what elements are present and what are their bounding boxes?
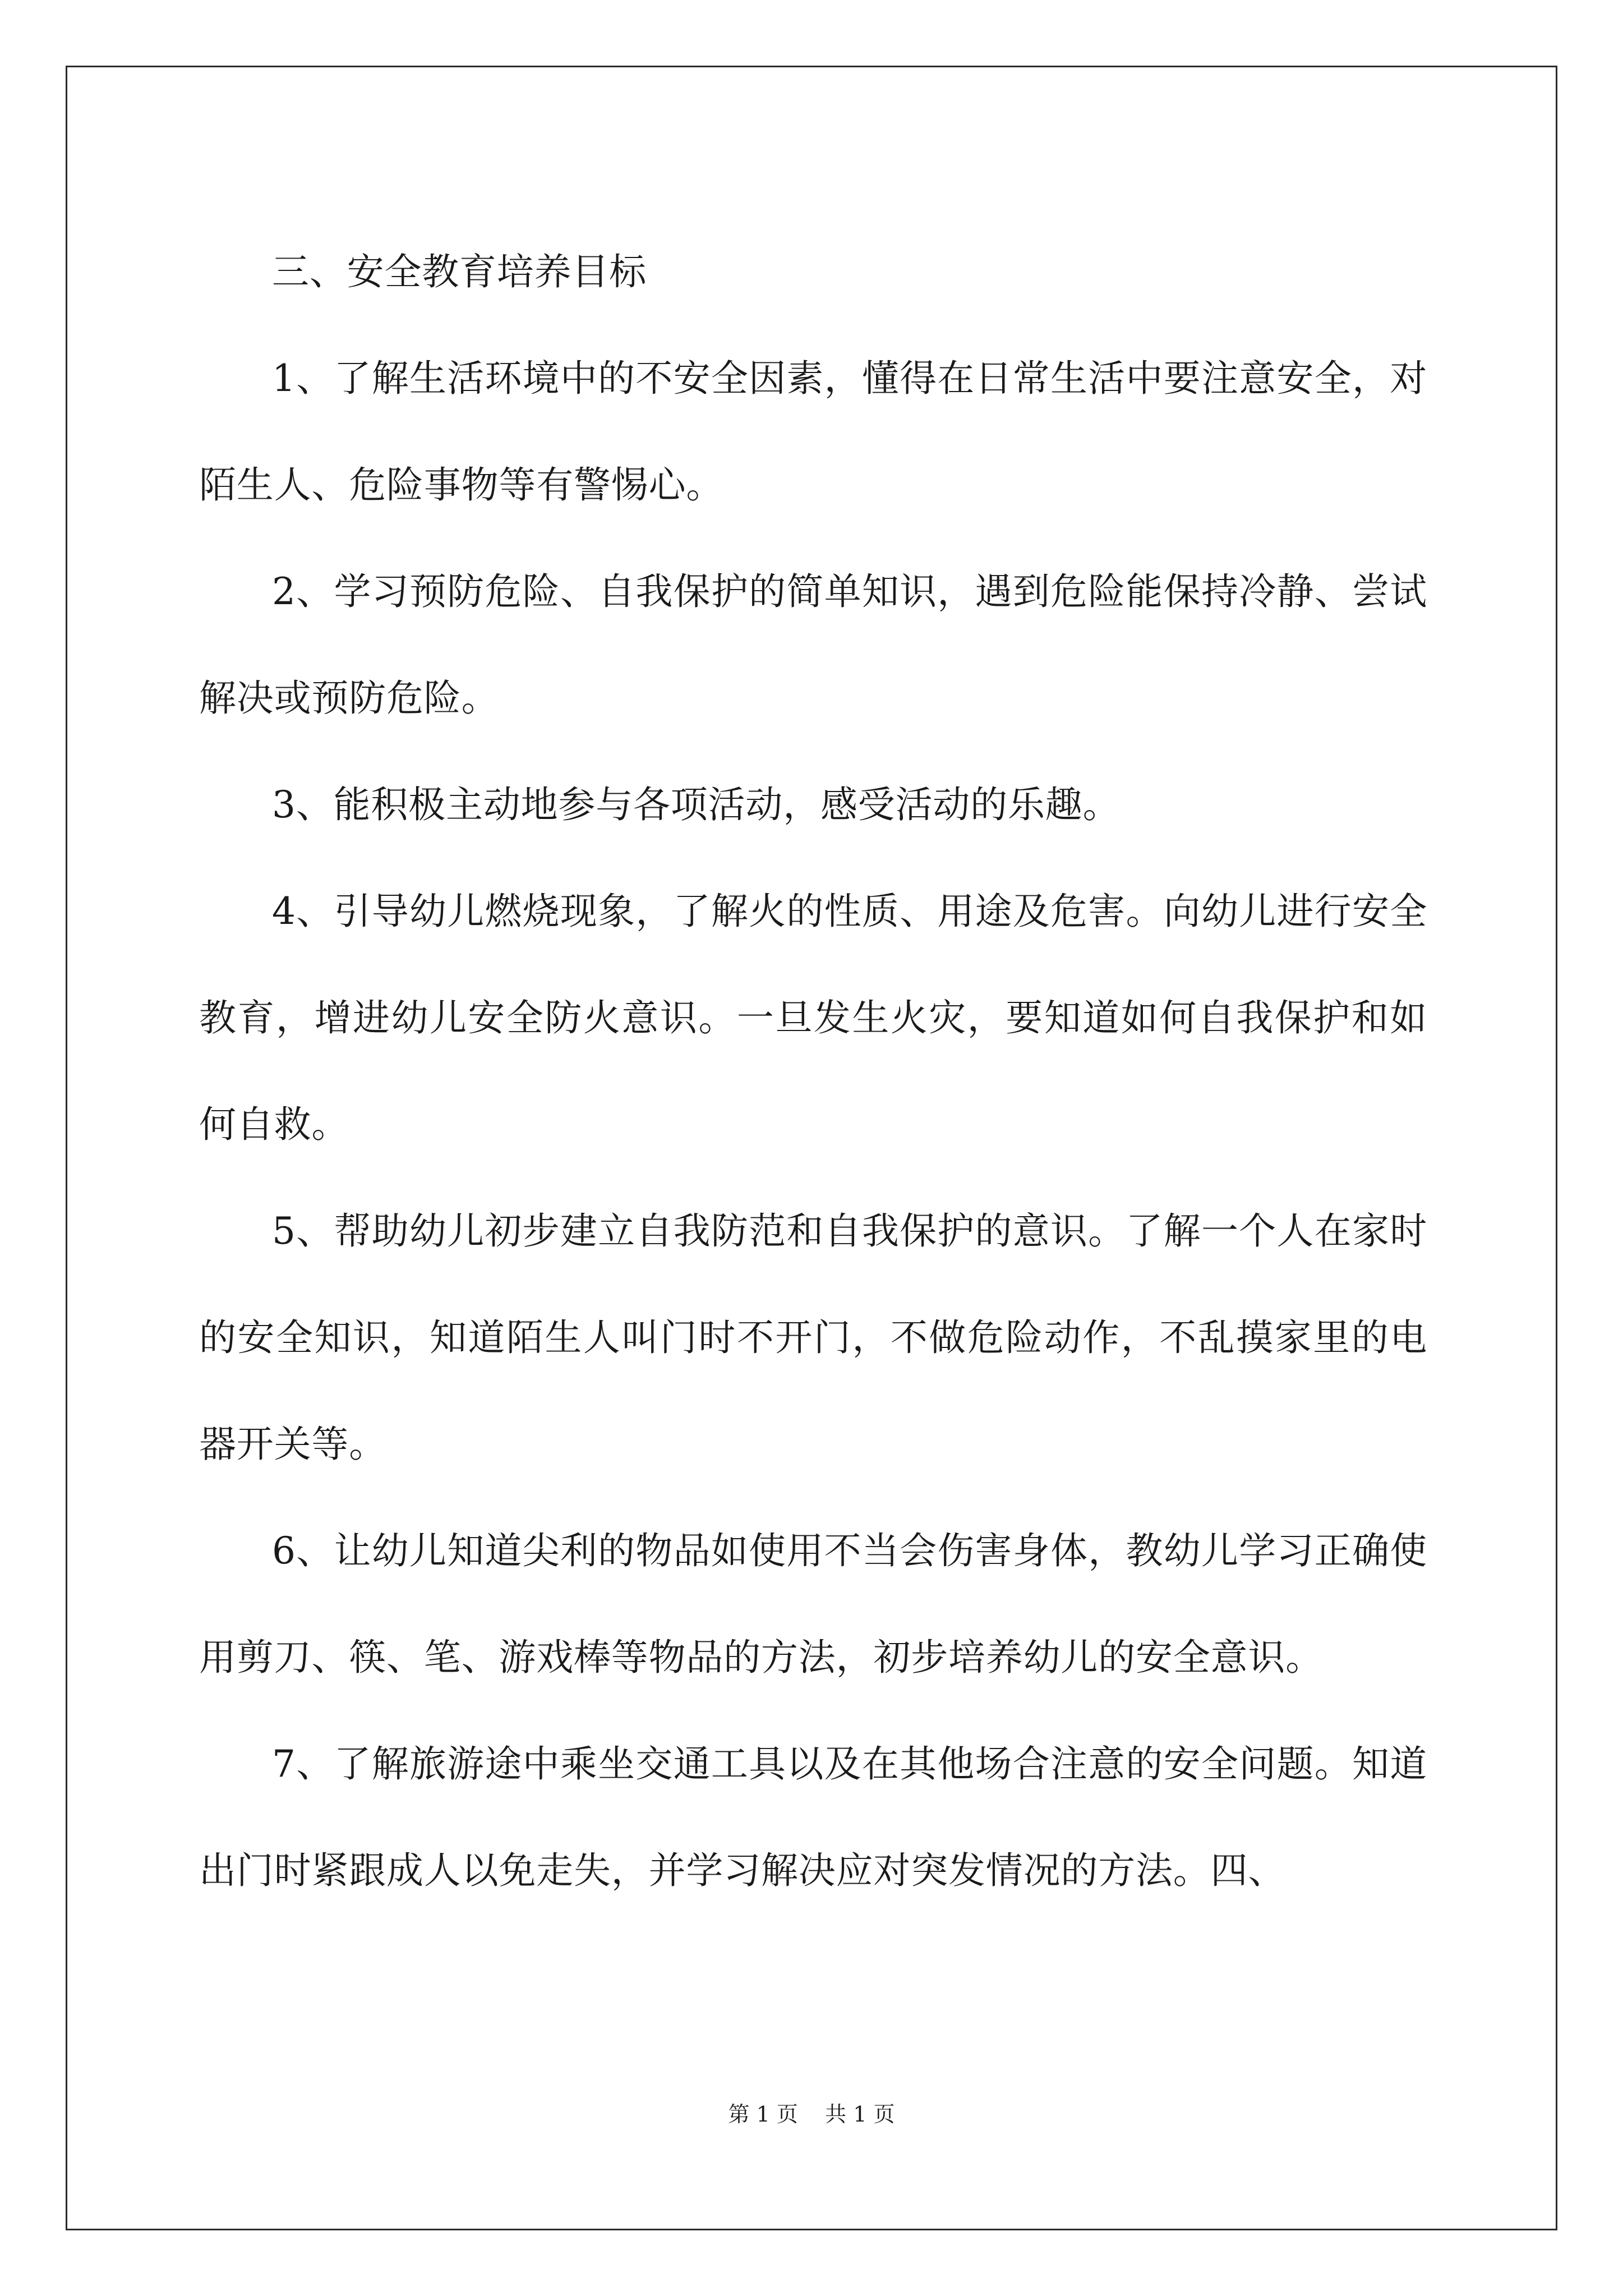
document-body: [199, 219, 1427, 1924]
paragraph-7: 7、了解旅游途中乘坐交通工具以及在其他场合注意的安全问题。知道出门时紧跟成人以免走失，并学习解决应对突发情况的方法。四、: [199, 1742, 1427, 1892]
section-heading: 三、安全教育培养目标: [272, 250, 647, 293]
paragraph-1: 1、了解生活环境中的不安全因素，懂得在日常生活中要注意安全，对陌生人、危险事物等有警惕心。: [199, 357, 1427, 507]
paragraph-6: 6、让幼儿知道尖利的物品如使用不当会伤害身体，教幼儿学习正确使用剪刀、筷、笔、游戏棒等物品的方法，初步培养幼儿的安全意识。: [199, 1529, 1427, 1679]
paragraph-3: 3、能积极主动地参与各项活动，感受活动的乐趣。: [272, 783, 1121, 826]
paragraph-4: 4、引导幼儿燃烧现象，了解火的性质、用途及危害。向幼儿进行安全教育，增进幼儿安全防火意识。一旦发生火灾，要知道如何自我保护和如何自救。: [199, 890, 1427, 1146]
paragraph-5: 5、帮助幼儿初步建立自我防范和自我保护的意识。了解一个人在家时的安全知识，知道陌生人叫门时不开门，不做危险动作，不乱摸家里的电器开关等。: [199, 1209, 1427, 1466]
page-number-footer: 第 1 页 共 1 页: [728, 2102, 895, 2127]
paragraph-2: 2、学习预防危险、自我保护的简单知识，遇到危险能保持冷静、尝试解决或预防危险。: [199, 570, 1427, 720]
